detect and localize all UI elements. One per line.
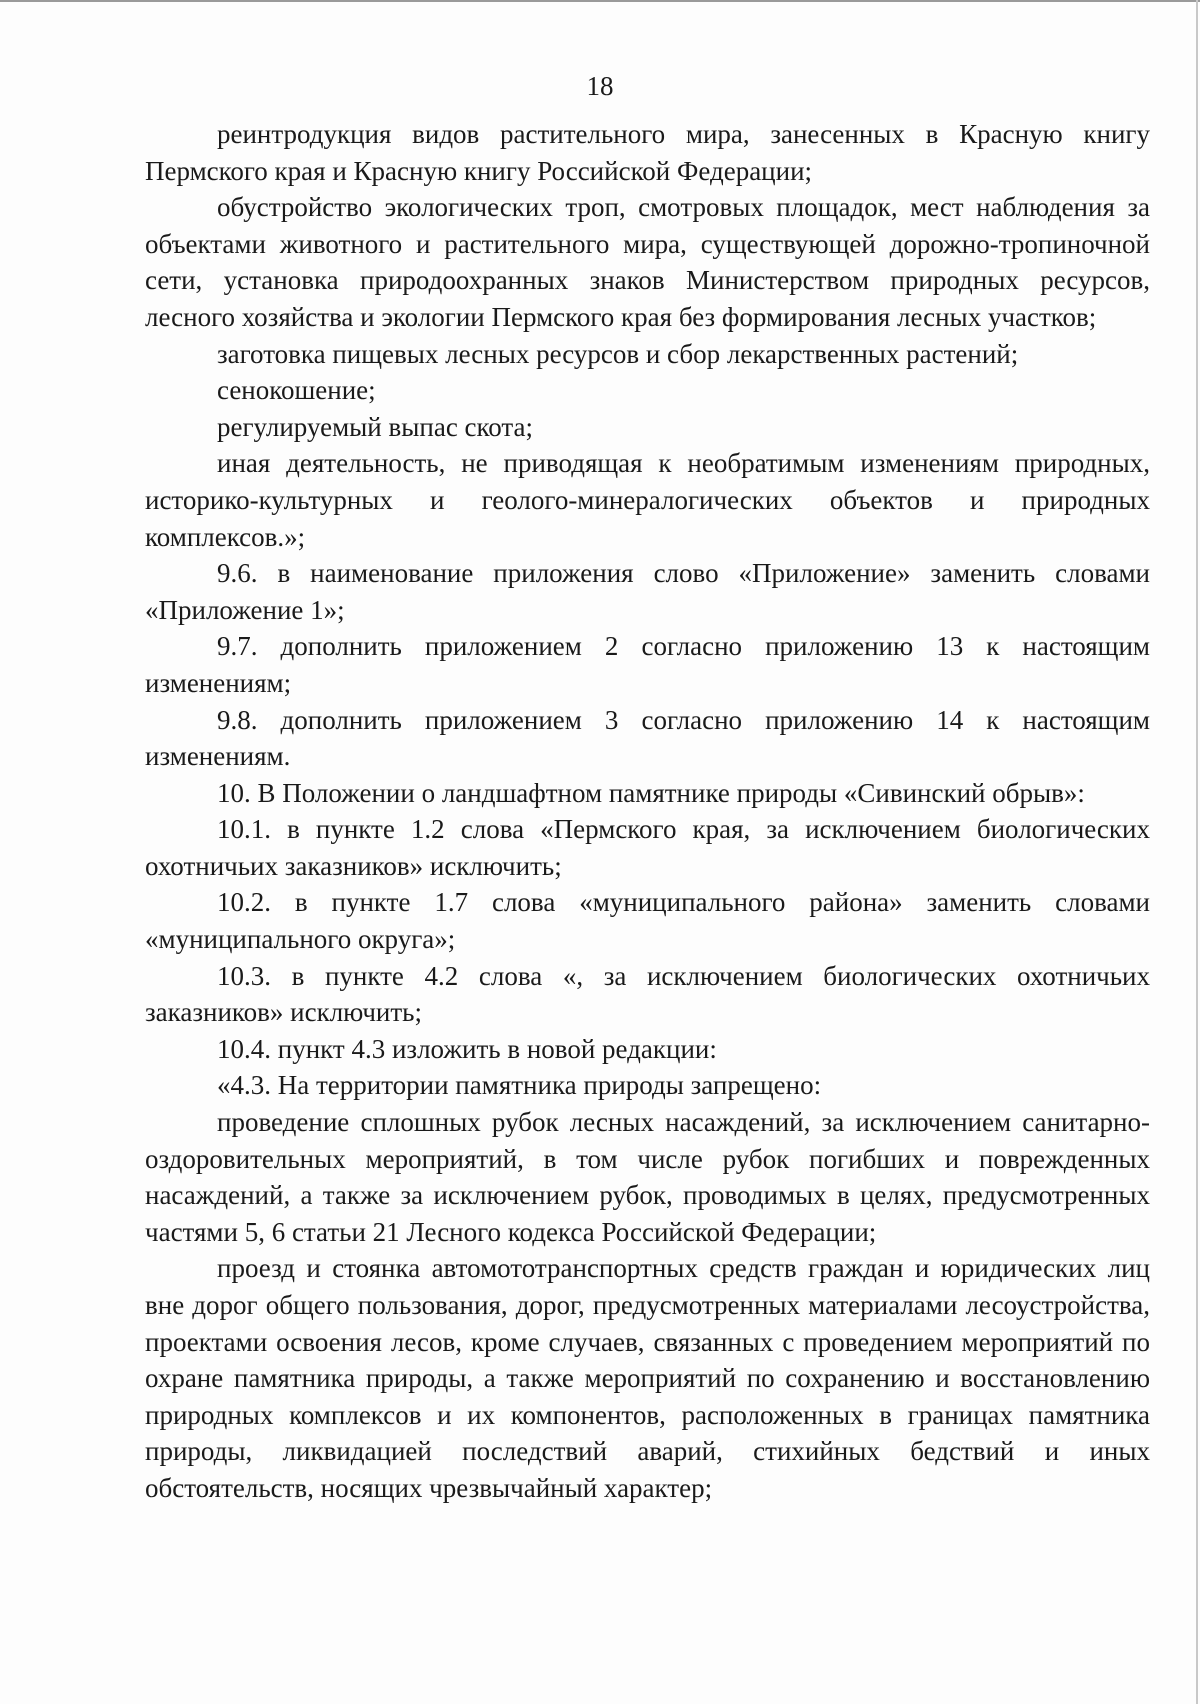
scan-right-edge bbox=[1196, 0, 1198, 1704]
paragraph-item-10-2: 10.2. в пункте 1.7 слова «муниципального района» заменить словами «муниципального округа»; bbox=[145, 887, 1150, 955]
paragraph-item-10: 10. В Положении о ландшафтном памятнике природы «Сивинский обрыв»: bbox=[217, 777, 1085, 808]
paragraph: регулируемый выпас скота; bbox=[217, 411, 534, 442]
paragraph-item-9-6: 9.6. в наименование приложения слово «Приложение» заменить словами «Приложение 1»; bbox=[145, 558, 1150, 625]
paragraph: иная деятельность, не приводящая к необратимым изменениям природных, историко-культурных и геолого-минералогических объектов и природных комплексов.»; bbox=[145, 448, 1150, 552]
paragraph: проведение сплошных рубок лесных насаждений, за исключением санитарно-оздоровительных мероприятий, в том числе рубок погибших и поврежденных насаждений, а также за исключением рубок, проводимых в целях, предусмотренных частями 5, 6 статьи 21 Лесного кодекса Российской Федерации; bbox=[145, 1107, 1150, 1247]
paragraph-item-9-8: 9.8. дополнить приложением 3 согласно приложению 14 к настоящим изменениям. bbox=[145, 704, 1150, 772]
scan-top-edge bbox=[0, 0, 1200, 2]
page-number: 18 bbox=[586, 71, 614, 101]
paragraph: проезд и стоянка автомототранспортных средств граждан и юридических лиц вне дорог общего пользования, дорог, предусмотренных материалами лесоустройства, проектами освоения лесов, кроме случаев, связанных с проведением мероприятий по охране памятника природы, а также мероприятий по сохранению и восстановлению природных комплексов и их компонентов, расположенных в границах памятника природы, ликвидацией последствий аварий, стихийных бедствий и иных обстоятельств, носящих чрезвычайный характер; bbox=[145, 1253, 1150, 1503]
document-body bbox=[145, 116, 1150, 1507]
paragraph-item-10-4: 10.4. пункт 4.3 изложить в новой редакции: bbox=[217, 1033, 717, 1064]
paragraph: реинтродукция видов растительного мира, занесенных в Красную книгу Пермского края и Красную книгу Российской Федерации; bbox=[145, 119, 1150, 186]
paragraph-item-9-7: 9.7. дополнить приложением 2 согласно приложению 13 к настоящим изменениям; bbox=[145, 631, 1150, 698]
paragraph-item-10-3: 10.3. в пункте 4.2 слова «, за исключением биологических охотничьих заказников» исключить; bbox=[145, 960, 1150, 1028]
paragraph-item-10-1: 10.1. в пункте 1.2 слова «Пермского края, за исключением биологических охотничьих заказников» исключить; bbox=[145, 814, 1150, 881]
paragraph: сенокошение; bbox=[217, 375, 376, 406]
paragraph: обустройство экологических троп, смотровых площадок, мест наблюдения за объектами животного и растительного мира, существующей дорожно-тропиночной сети, установка природоохранных знаков Министерством природных ресурсов, лесного хозяйства и экологии Пермского края без формирования лесных участков; bbox=[145, 192, 1150, 332]
paragraph: заготовка пищевых лесных ресурсов и сбор лекарственных растений; bbox=[217, 338, 1019, 369]
paragraph-item-4-3: «4.3. На территории памятника природы запрещено: bbox=[217, 1070, 822, 1101]
